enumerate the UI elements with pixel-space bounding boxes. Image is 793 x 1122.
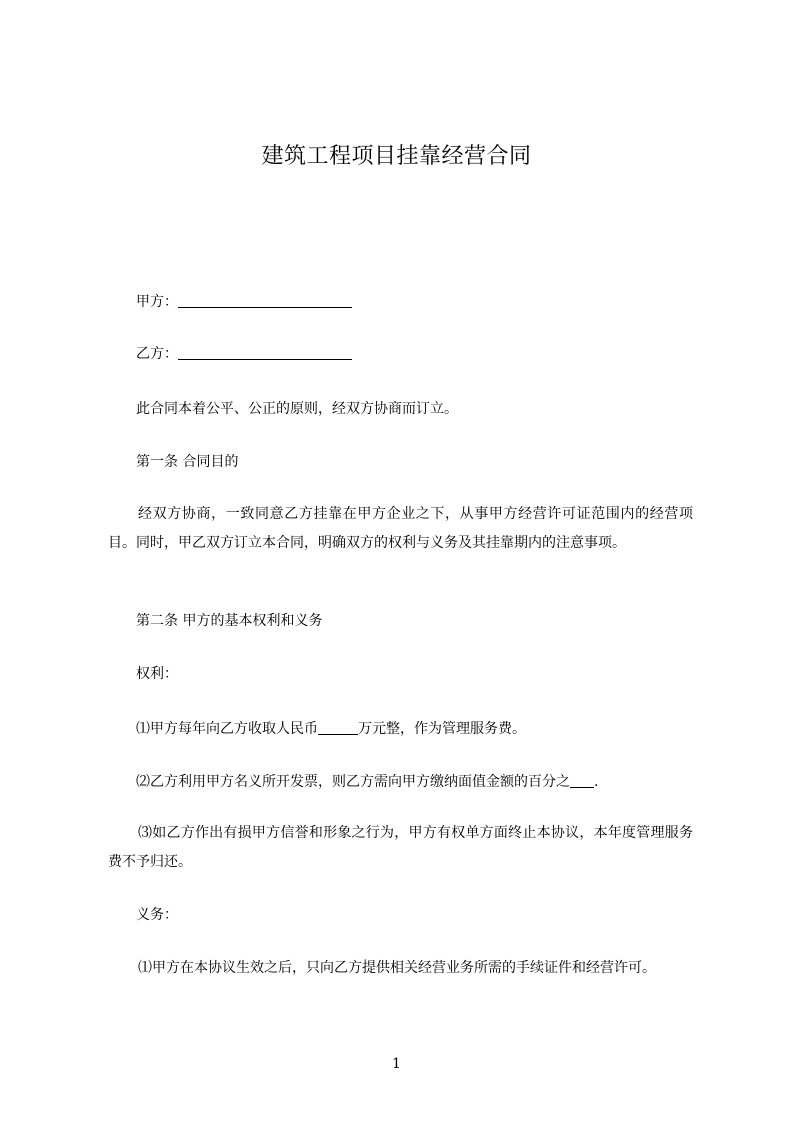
rights-label: 权利： [136, 666, 178, 682]
right-item-1-pre: ⑴甲方每年向乙方收取人民币 [136, 721, 318, 737]
right-item-2 [136, 772, 598, 792]
duty-item-1: ⑴甲方在本协议生效之后，只向乙方提供相关经营业务所需的手续证件和经营许可。 [138, 960, 656, 976]
article1-body: 经双方协商，一致同意乙方挂靠在甲方企业之下，从事甲方经营许可证范围内的经营项目。同时，甲乙双方订立本合同，明确双方的权利与义务及其挂靠期内的注意事项。 [108, 506, 693, 551]
right-item-3: ⑶如乙方作出有损甲方信誉和形象之行为，甲方有权单方面终止本协议，本年度管理服务费不予归还。 [108, 825, 693, 870]
right-item-2-pre: ⑵乙方利用甲方名义所开发票，则乙方需向甲方缴纳面值金额的百分之 [136, 774, 570, 790]
party-b-label: 乙方： [136, 346, 178, 362]
right-item-1-blank [318, 719, 358, 735]
party-b-blank [178, 344, 352, 360]
intro-text: 此合同本着公平、公正的原则，经双方协商而订立。 [136, 401, 458, 417]
page-number: 1 [392, 1056, 401, 1072]
document-title: 建筑工程项目挂靠经营合同 [261, 144, 532, 169]
article2-heading: 第二条 甲方的基本权利和义务 [136, 613, 323, 629]
party-a-blank [178, 292, 352, 308]
party-a-line [136, 292, 352, 312]
right-item-1-post: 万元整，作为管理服务费。 [358, 721, 526, 737]
right-item-2-blank [570, 772, 594, 788]
right-item-1 [136, 719, 526, 739]
party-b-line [136, 344, 352, 364]
duties-label: 义务： [136, 907, 178, 923]
right-item-2-post: . [594, 774, 599, 790]
party-a-label: 甲方： [136, 294, 178, 310]
article1-heading: 第一条 合同目的 [136, 454, 239, 470]
